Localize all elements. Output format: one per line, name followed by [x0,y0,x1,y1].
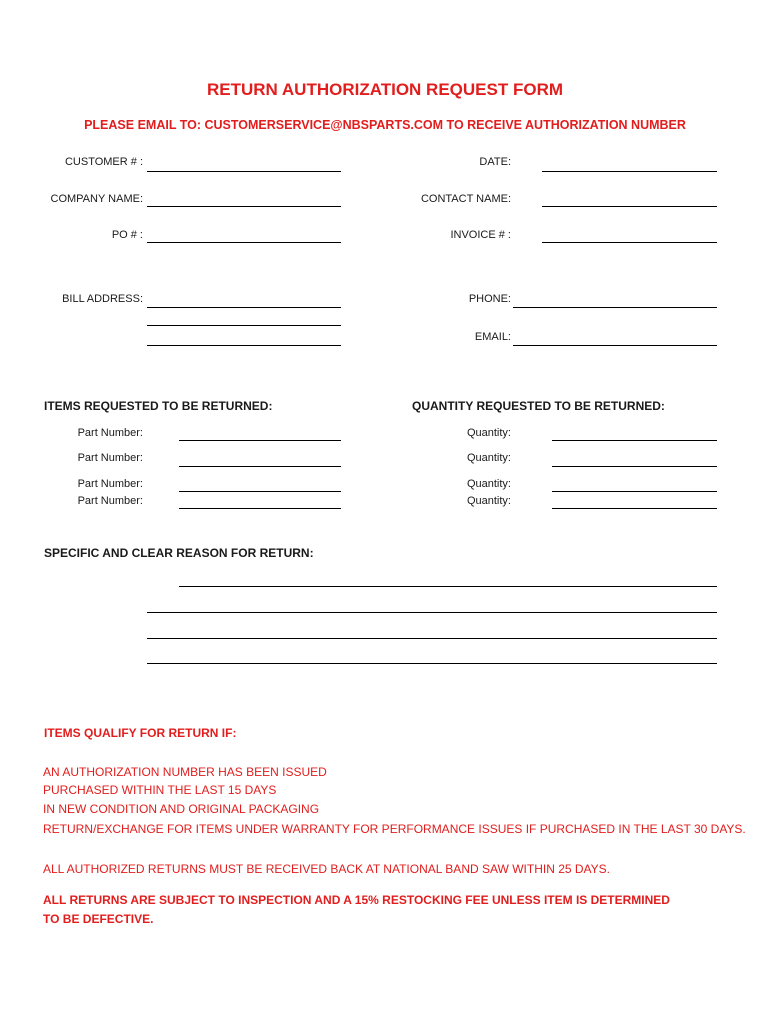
customer-number-label: CUSTOMER # : [64,156,143,168]
bill-address-label: BILL ADDRESS: [62,293,143,305]
bill-address-field-line-1[interactable] [147,307,341,308]
phone-label: PHONE: [468,293,511,305]
customer-number-field[interactable] [147,171,341,172]
date-field[interactable] [542,171,717,172]
form-title: RETURN AUTHORIZATION REQUEST FORM [206,80,564,99]
qualify-heading: ITEMS QUALIFY FOR RETURN IF: [44,726,237,740]
company-name-field[interactable] [147,206,341,207]
email-label: EMAIL: [474,331,511,343]
part-number-label: Part Number: [77,427,143,439]
part-number-field[interactable] [179,466,341,467]
reason-field-line-2[interactable] [147,612,717,613]
items-heading: ITEMS REQUESTED TO BE RETURNED: [44,399,273,413]
qualify-condition: RETURN/EXCHANGE FOR ITEMS UNDER WARRANTY FOR PERFORMANCE ISSUES IF PURCHASED IN THE LAST 30 DAYS. [43,822,746,836]
deadline-note: ALL AUTHORIZED RETURNS MUST BE RECEIVED BACK AT NATIONAL BAND SAW WITHIN 25 DAYS. [43,862,610,876]
qualify-condition: IN NEW CONDITION AND ORIGINAL PACKAGING [43,802,320,816]
qualify-condition: PURCHASED WITHIN THE LAST 15 DAYS [43,783,277,797]
date-label: DATE: [479,156,511,168]
invoice-number-field[interactable] [542,242,717,243]
contact-name-label: CONTACT NAME: [420,193,511,205]
reason-heading: SPECIFIC AND CLEAR REASON FOR RETURN: [44,546,314,560]
quantity-label: Quantity: [466,478,511,490]
quantity-heading: QUANTITY REQUESTED TO BE RETURNED: [412,399,665,413]
qualify-condition: AN AUTHORIZATION NUMBER HAS BEEN ISSUED [43,765,327,779]
part-number-label: Part Number: [77,495,143,507]
quantity-label: Quantity: [466,452,511,464]
email-field[interactable] [513,345,717,346]
quantity-field[interactable] [552,466,717,467]
part-number-field[interactable] [179,508,341,509]
reason-field-line-4[interactable] [147,663,717,664]
invoice-number-label: INVOICE # : [450,229,511,241]
quantity-field[interactable] [552,508,717,509]
quantity-field[interactable] [552,440,717,441]
contact-name-field[interactable] [542,206,717,207]
part-number-label: Part Number: [77,478,143,490]
reason-field-line-1[interactable] [179,586,717,587]
bill-address-field-line-3[interactable] [147,345,341,346]
reason-field-line-3[interactable] [147,638,717,639]
po-number-field[interactable] [147,242,341,243]
quantity-label: Quantity: [466,495,511,507]
inspection-note: ALL RETURNS ARE SUBJECT TO INSPECTION AND A 15% RESTOCKING FEE UNLESS ITEM IS DETERMINED TO BE DEFECTIVE. [43,893,670,926]
quantity-label: Quantity: [466,427,511,439]
quantity-field[interactable] [552,491,717,492]
company-name-label: COMPANY NAME: [50,193,143,205]
po-number-label: PO # : [111,229,143,241]
bill-address-field-line-2[interactable] [147,325,341,326]
part-number-field[interactable] [179,491,341,492]
part-number-field[interactable] [179,440,341,441]
phone-field[interactable] [513,307,717,308]
email-instruction: PLEASE EMAIL TO: CUSTOMERSERVICE@NBSPARTS.COM TO RECEIVE AUTHORIZATION NUMBER [84,118,686,132]
part-number-label: Part Number: [77,452,143,464]
